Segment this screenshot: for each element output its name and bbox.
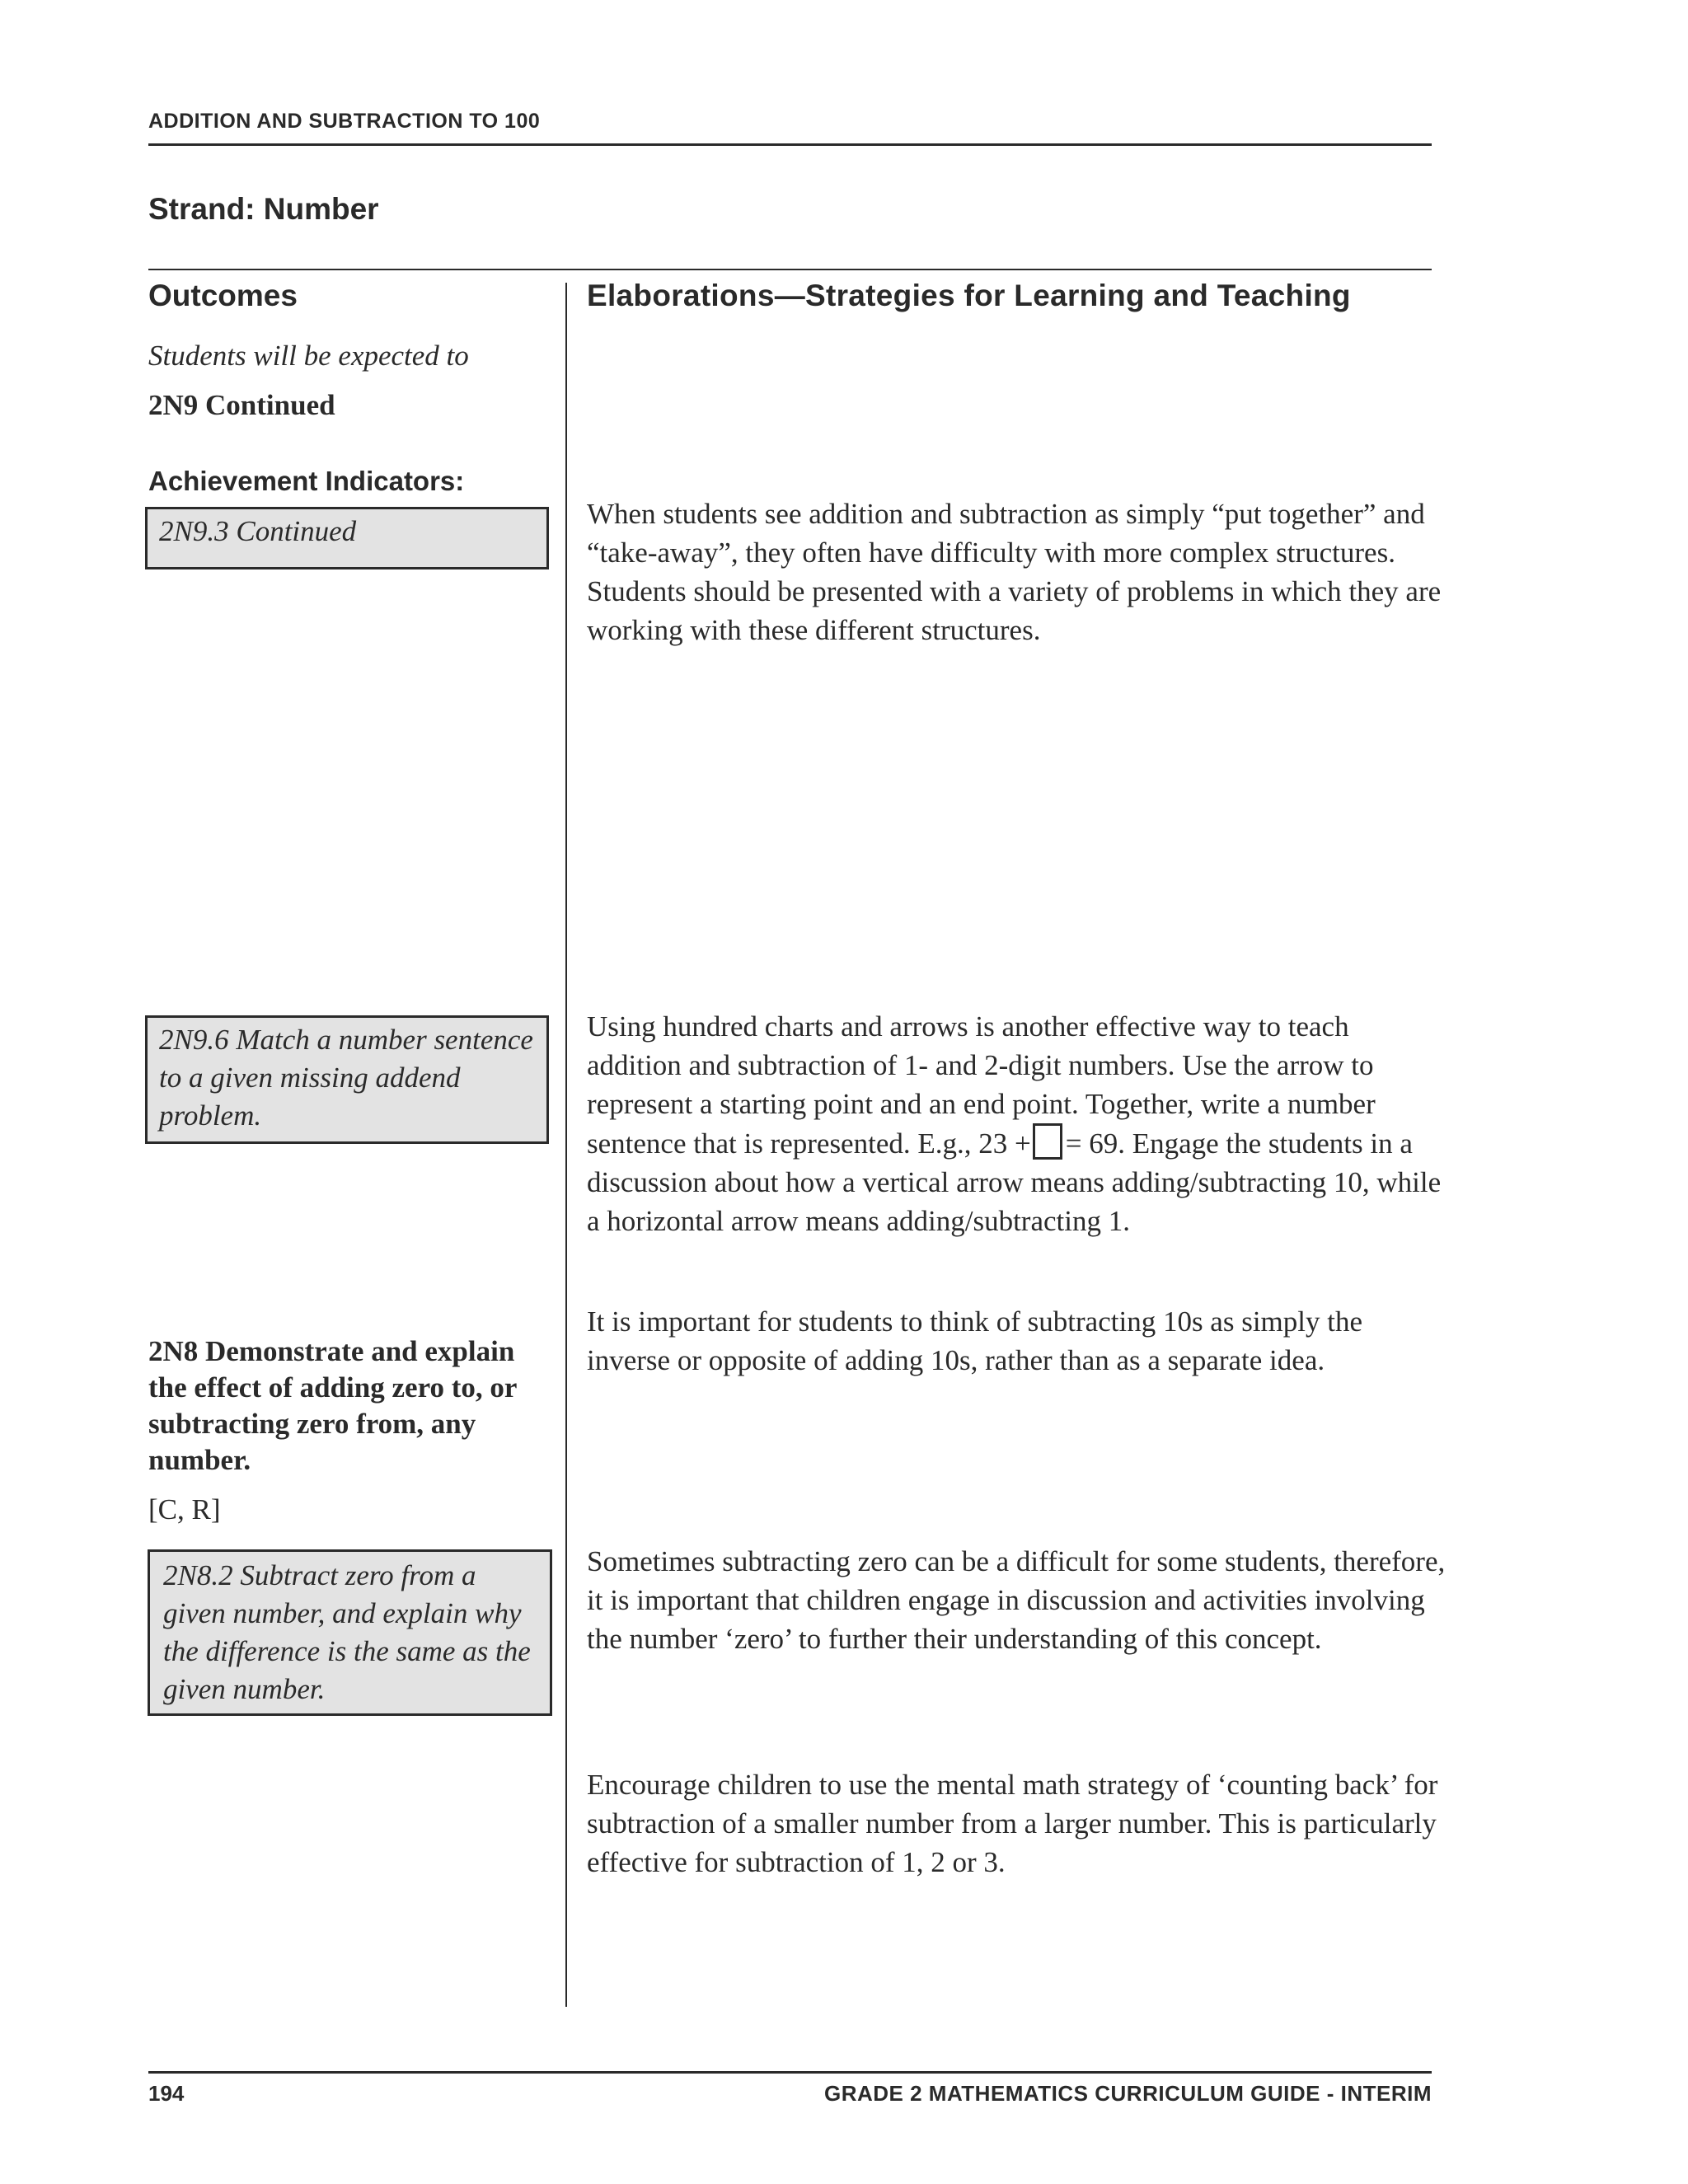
indicator-box-2n8-2: 2N8.2 Subtract zero from a given number, and explain why the difference is the same as the given number. <box>148 1549 552 1716</box>
section-rule <box>148 269 1432 270</box>
process-standards: [C, R] <box>148 1493 221 1526</box>
strand-title: Strand: Number <box>148 192 379 226</box>
elaboration-paragraph-4: Sometimes subtracting zero can be a difficult for some students, therefore, it is important that children engage in discussion and activities involving the number ‘zero’ to further their understanding of this concept. <box>587 1545 1446 1655</box>
paragraph-2-text-b: = 69. Engage the students in a discussion about how a vertical arrow means adding/subtracting 10, while a horizontal arrow means adding/subtracting 1. <box>587 1127 1442 1237</box>
header-rule <box>148 143 1432 146</box>
missing-addend-box <box>1033 1123 1062 1160</box>
expected-text: Students will be expected to <box>148 340 469 372</box>
elaboration-paragraph-5: Encourage children to use the mental math strategy of ‘counting back’ for subtraction of a smaller number from a larger number. This is particularly effective for subtraction of 1, 2 or 3. <box>587 1769 1438 1878</box>
footer-rule <box>148 2071 1432 2074</box>
indicator-box-2n9-3: 2N9.3 Continued <box>145 507 549 569</box>
indicator-box-2n9-6: 2N9.6 Match a number sentence to a given missing addend problem. <box>145 1015 549 1144</box>
paragraph-2-text-a: Using hundred charts and arrows is another effective way to teach addition and subtraction of 1- and 2-digit numbers. Use the arrow to represent a starting point and an end point. Together, write a number sentence that is represented. E.g., 23 + <box>587 1010 1376 1160</box>
outcome-id: 2N9 Continued <box>148 389 335 421</box>
outcomes-heading: Outcomes <box>148 279 298 312</box>
outcome-2n8: 2N8 Demonstrate and explain the effect of adding zero to, or subtracting zero from, any number. <box>148 1335 517 1476</box>
achievement-indicators-heading: Achievement Indicators: <box>148 466 465 496</box>
running-header: ADDITION AND SUBTRACTION TO 100 <box>148 110 541 133</box>
elaboration-paragraph-2 <box>587 1007 1444 1240</box>
guide-title: GRADE 2 MATHEMATICS CURRICULUM GUIDE - INTERIM <box>823 2081 1432 2106</box>
elaboration-paragraph-1: When students see addition and subtraction as simply “put together” and “take-away”, they often have difficulty with more complex structures. Students should be presented with a variety of problems in which they are working with these different structures. <box>587 498 1442 646</box>
column-divider <box>565 283 567 2007</box>
page-number: 194 <box>148 2081 185 2106</box>
elaborations-heading: Elaborations—Strategies for Learning and Teaching <box>587 279 1351 312</box>
elaboration-paragraph-3: It is important for students to think of subtracting 10s as simply the inverse or opposite of adding 10s, rather than as a separate idea. <box>587 1305 1363 1376</box>
